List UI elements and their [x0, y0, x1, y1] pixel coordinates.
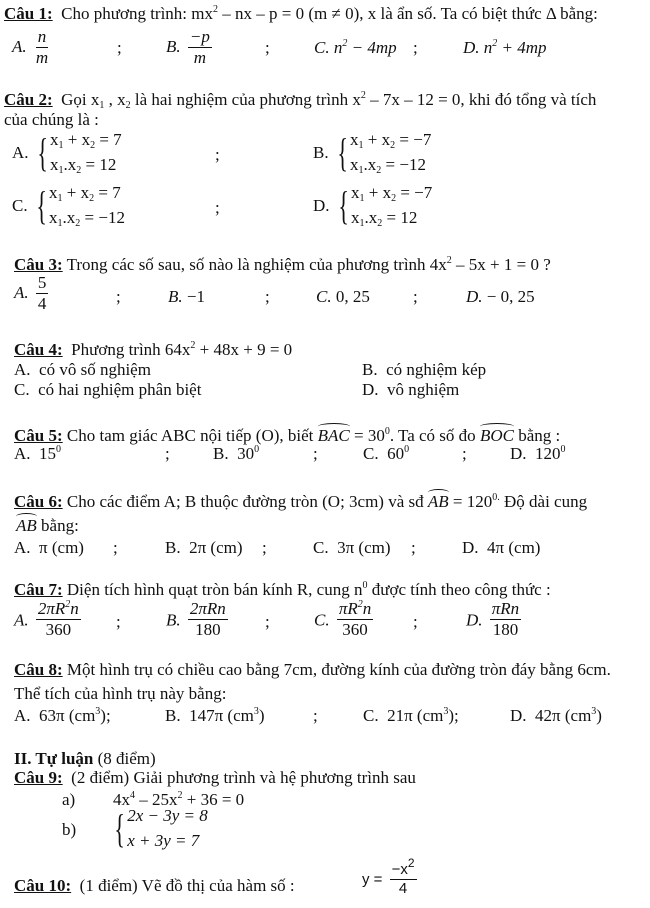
question-9-text: (2 điểm) Giải phương trình và hệ phương trình sau [71, 768, 416, 787]
separator: ; [116, 287, 121, 306]
question-1-text: Cho phương trình: $mx^2$ – nx – p = 0 (m ≠ 0), x là ẩn số. Ta có biệt thức Δ bằng: [61, 4, 598, 23]
question-8-text: Một hình trụ có chiều cao bằng 7cm, đường kính của đường tròn đáy bằng 6cm. [66, 660, 611, 679]
question-8-option-a[interactable]: A. 63π $(cm^3)$; [14, 706, 111, 725]
question-8-option-c[interactable]: C. 21π $(cm^3)$; [363, 706, 459, 725]
question-5-option-b[interactable]: B. $30^0$ [213, 444, 260, 463]
question-2-text: Gọi $x_1$ , $x_2$ là hai nghiệm của phương trình $x^2 - 7x - 12 = 0$, khi đó tổng và tích [61, 90, 597, 111]
question-3 [14, 255, 551, 275]
question-6-option-d[interactable]: D. 4π (cm) [462, 538, 541, 557]
question-5-label: Câu 5: [14, 426, 63, 445]
question-7-label: Câu 7: [14, 580, 63, 599]
question-7 [14, 580, 551, 600]
question-1 [4, 4, 598, 24]
question-1-label: Câu 1: [4, 4, 53, 23]
question-8 [14, 660, 611, 680]
question-6 [14, 492, 587, 512]
separator: ; [413, 287, 418, 306]
question-2-option-b[interactable]: B. { $x_1 + x_2 = -7$ $x_1.x_2 = -12$ [313, 129, 432, 176]
separator: ; [116, 612, 121, 631]
question-7-option-a[interactable]: A. $\frac{2\pi R^2n}{360}$ [14, 599, 79, 639]
question-3-option-b[interactable]: B. −1 [168, 287, 205, 306]
question-3-label: Câu 3: [14, 255, 63, 274]
question-9-part-b-label: b) [62, 820, 77, 839]
question-5-option-a[interactable]: A. $15^0$ [14, 444, 62, 463]
question-7-option-c[interactable]: C. $\frac{\pi R^2n}{360}$ [314, 599, 372, 639]
question-9-part-b-system: { 2x − 3y = 8 x + 3y = 7 [114, 805, 208, 851]
question-7-option-d[interactable]: D. $\frac{\text{πRn}}{180}$ [466, 599, 520, 639]
question-7-text: Diện tích hình quạt tròn bán kính R, cung $n^0$ được tính theo công thức : [66, 580, 551, 599]
question-9-part-a-label: a) [62, 790, 76, 809]
question-4-option-a[interactable]: A. có vô số nghiệm [14, 360, 151, 379]
question-5-text: Cho tam giác ABC nội tiếp (O), biết BAC = $30^0$. Ta có số đo BOC bằng : [66, 426, 561, 445]
question-1-option-d[interactable]: D. $n^2 + 4mp$ [463, 38, 547, 57]
separator: ; [313, 706, 318, 725]
question-4-text: Phương trình $64x^2 + 48x + 9 = 0$ [71, 340, 293, 359]
separator: ; [413, 38, 418, 57]
separator: ; [265, 287, 270, 306]
separator: ; [313, 444, 318, 463]
question-2 [4, 90, 596, 110]
section-heading: II. Tự luận (8 điểm) [14, 749, 156, 768]
question-6-text: Cho các điểm A; B thuộc đường tròn (O; 3cm) và sđ AB = $120^{0.}$ Độ dài cung [66, 492, 588, 511]
question-6-text-line2: AB bằng: [16, 516, 79, 535]
question-4-label: Câu 4: [14, 340, 63, 359]
separator: ; [413, 612, 418, 631]
question-10-function: y = $\frac{-x^2}{4}$ [362, 856, 415, 897]
question-9 [14, 768, 416, 788]
question-2-option-c[interactable]: C. { $x_1 + x_2 = 7$ $x_1.x_2 = -12$ [12, 182, 125, 229]
question-4 [14, 340, 292, 360]
question-1-option-c[interactable]: C. $n^2 - 4mp$ [314, 38, 397, 57]
question-3-option-c[interactable]: C. 0, 25 [316, 287, 370, 306]
separator: ; [265, 612, 270, 631]
question-3-option-a[interactable]: A. $\frac{5}{4}$ [14, 273, 47, 313]
question-3-option-d[interactable]: D. − 0, 25 [466, 287, 535, 306]
question-7-option-b[interactable]: B. $\frac{\text{2πRn}}{180}$ [166, 599, 226, 639]
separator: ; [265, 38, 270, 57]
question-5-option-d[interactable]: D. $120^0$ [510, 444, 566, 463]
question-6-option-b[interactable]: B. 2π (cm) [165, 538, 243, 557]
question-8-option-d[interactable]: D. 42π $(cm^3)$ [510, 706, 602, 725]
separator: ; [262, 538, 267, 557]
separator: ; [117, 38, 122, 57]
question-2-option-a[interactable]: A. { $x_1 + x_2 = 7$ $x_1.x_2 = 12$ [12, 129, 122, 176]
question-8-text-line2: Thể tích của hình trụ này bằng: [14, 684, 227, 703]
separator: ; [113, 538, 118, 557]
question-2-option-d[interactable]: D. { $x_1 + x_2 = -7$ $x_1.x_2 = 12$ [313, 182, 433, 229]
question-10-text: (1 điểm) Vẽ đồ thị của hàm số : [79, 876, 295, 895]
separator: ; [165, 444, 170, 463]
question-9-part-a-equation: $4x^4 - 25x^2 + 36 = 0$ [113, 790, 245, 809]
question-4-option-b[interactable]: B. có nghiệm kép [362, 360, 487, 379]
question-1-option-b[interactable]: B. $\frac{-p}{m}$ [166, 27, 210, 67]
question-10 [14, 876, 295, 896]
question-4-option-d[interactable]: D. vô nghiệm [362, 380, 460, 399]
question-4-option-c[interactable]: C. có hai nghiệm phân biệt [14, 380, 202, 399]
question-6-option-a[interactable]: A. π (cm) [14, 538, 84, 557]
question-2-label: Câu 2: [4, 90, 53, 109]
question-6-label: Câu 6: [14, 492, 63, 511]
question-8-label: Câu 8: [14, 660, 63, 679]
separator: ; [411, 538, 416, 557]
question-9-label: Câu 9: [14, 768, 63, 787]
question-8-option-b[interactable]: B. 147π $(cm^3)$ [165, 706, 265, 725]
question-2-text-line2: của chúng là : [4, 110, 99, 129]
question-1-option-a[interactable]: A. $\frac{n}{m}$ [12, 27, 49, 67]
separator: ; [215, 145, 220, 164]
separator: ; [462, 444, 467, 463]
question-6-option-c[interactable]: C. 3π (cm) [313, 538, 391, 557]
question-5 [14, 426, 560, 446]
question-10-label: Câu 10: [14, 876, 72, 895]
question-5-option-c[interactable]: C. $60^0$ [363, 444, 410, 463]
separator: ; [215, 198, 220, 217]
question-3-text: Trong các số sau, số nào là nghiệm của phương trình $4x^2 - 5x + 1 = 0$ ? [66, 255, 551, 274]
